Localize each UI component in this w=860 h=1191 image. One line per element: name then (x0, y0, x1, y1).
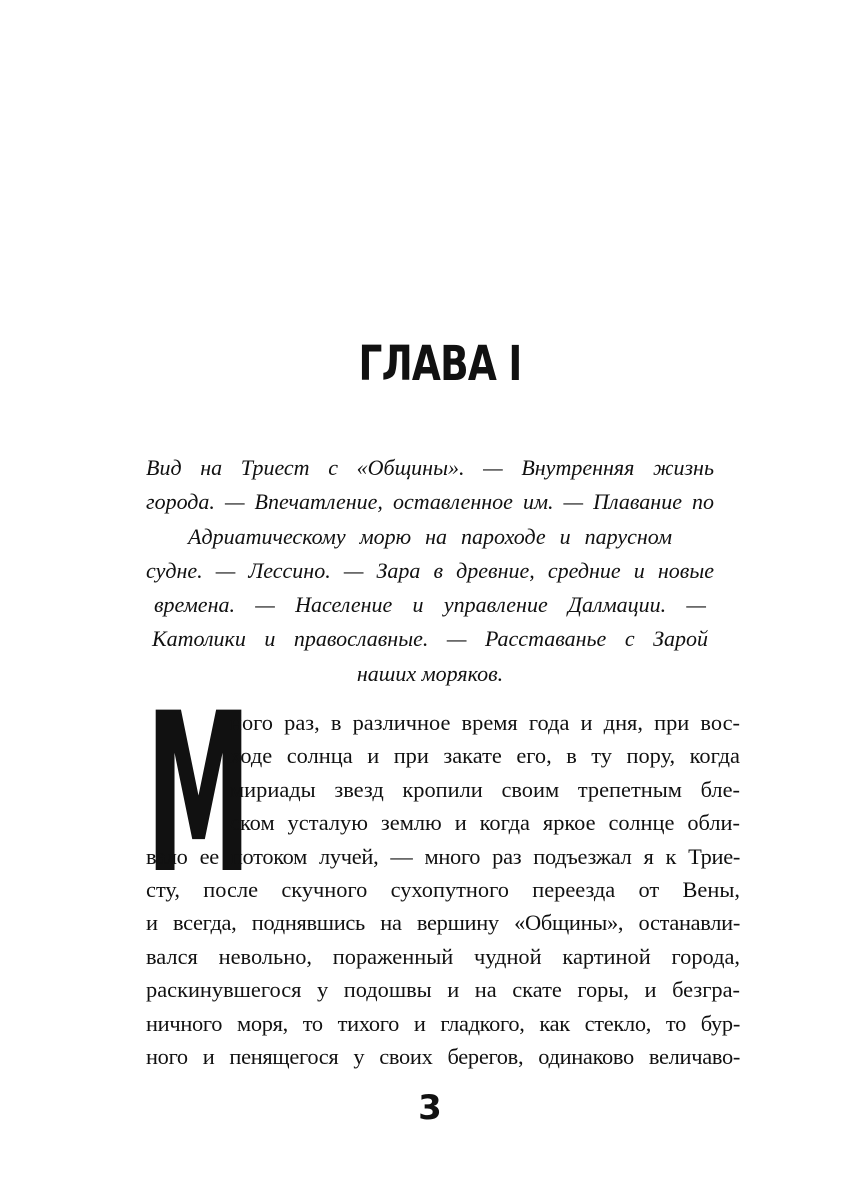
body-line: ного и пенящегося у своих берегов, одинаково величаво- (146, 1044, 740, 1070)
summary-line: времена. — Население и управление Далмации. — (154, 592, 706, 618)
body-line: ничного моря, то тихого и гладкого, как стекло, то бур- (146, 1010, 740, 1036)
body-line: вался невольно, пораженный чудной картиной города, (146, 943, 740, 969)
body-line: ходе солнца и при закате его, в ту пору, когда (230, 743, 740, 769)
chapter-title: ГЛАВА I (358, 336, 522, 392)
body-line: раскинувшегося у подошвы и на скате горы, и безгра- (146, 977, 740, 1003)
drop-cap-letter: М (146, 666, 252, 922)
body-line: сту, после скучного сухопутного переезда от Вены, (146, 877, 740, 903)
summary-line: города. — Впечатление, оставленное им. — Плавание по (146, 489, 714, 515)
body-line: ного раз, в различное время года и дня, при вос- (230, 710, 740, 735)
body-line: мириады звезд кропили своим трепетным бле- (230, 776, 740, 802)
summary-line: Адриатическому морю на пароходе и парусном (188, 523, 672, 549)
page-number: 3 (418, 1088, 442, 1128)
body-line: и всегда, поднявшись на вершину «Общины», останавли- (146, 910, 740, 936)
body-line: ском усталую землю и когда яркое солнце обли- (230, 810, 740, 836)
chapter-summary (146, 451, 714, 691)
summary-line: судне. — Лессино. — Зара в древние, средние и новые (146, 557, 714, 583)
summary-line: Вид на Триест с «Общины». — Внутренняя жизнь (146, 455, 714, 480)
body-paragraph (146, 706, 740, 1073)
body-line: вало ее потоком лучей, — много раз подъезжал я к Трие- (146, 843, 740, 869)
summary-line: наших моряков. (356, 660, 504, 686)
summary-line: Католики и православные. — Расставанье с Зарой (152, 626, 708, 652)
